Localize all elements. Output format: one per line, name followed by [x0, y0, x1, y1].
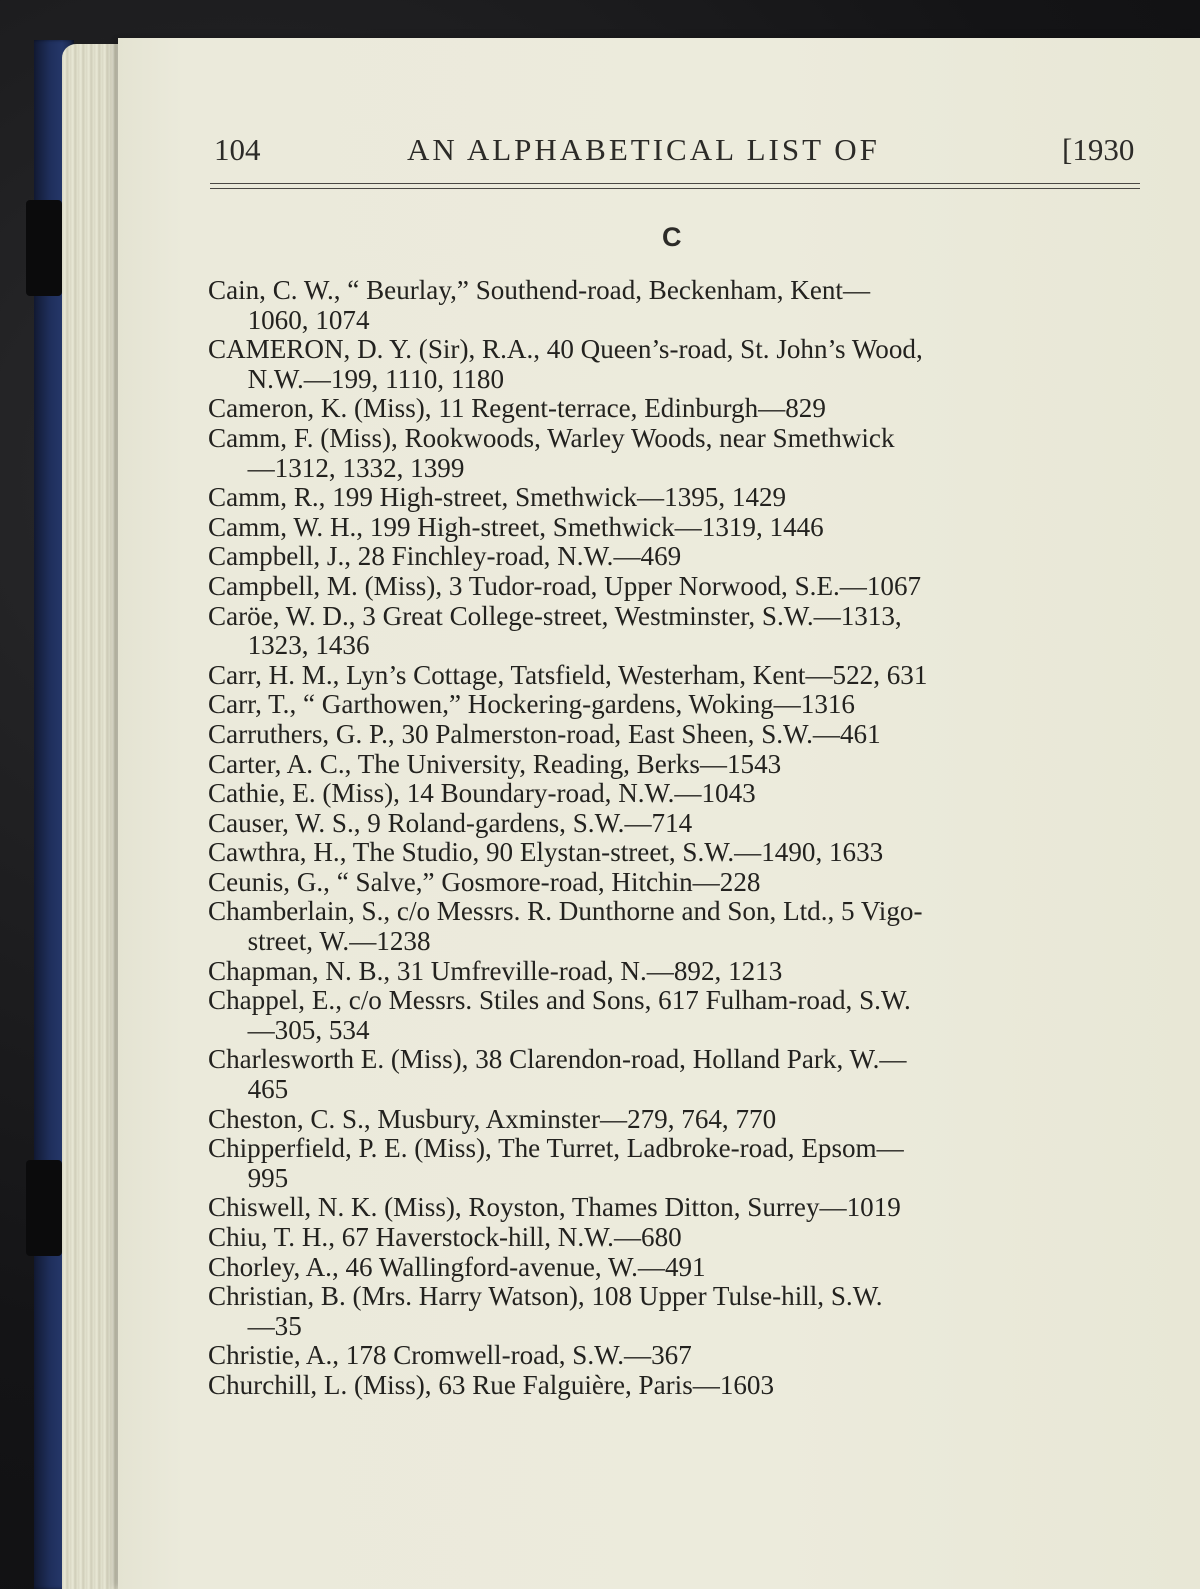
- entry-first-line: Chiswell, N. K. (Miss), Royston, Thames Ditton, Surrey—1019: [208, 1192, 901, 1223]
- list-entry: [208, 661, 1148, 691]
- entry-first-line: Cain, C. W., “ Beurlay,” Southend-road, Beckenham, Kent—: [208, 275, 871, 305]
- entry-first-line: Causer, W. S., 9 Roland-gardens, S.W.—714: [208, 807, 693, 838]
- entry-continuation-line: 1060, 1074: [247, 304, 370, 335]
- header-rule: [210, 188, 1140, 189]
- entry-first-line: Christian, B. (Mrs. Harry Watson), 108 Upper Tulse-hill, S.W.: [208, 1281, 883, 1312]
- entry-first-line: Chappel, E., c/o Messrs. Stiles and Sons, 617 Fulham-road, S.W.: [208, 985, 911, 1016]
- entry-continuation-line: N.W.—199, 1110, 1180: [247, 363, 505, 394]
- binding-clip: [26, 200, 62, 296]
- entry-continuation-line: 995: [247, 1162, 289, 1193]
- list-entry: [208, 572, 1148, 602]
- entry-first-line: Chipperfield, P. E. (Miss), The Turret, Ladbroke-road, Epsom—: [208, 1133, 904, 1164]
- list-entry: [208, 957, 1148, 987]
- list-entry: [208, 542, 1148, 572]
- entry-first-line: Ceunis, G., “ Salve,” Gosmore-road, Hitchin—228: [208, 866, 761, 897]
- list-entry: [208, 1193, 1148, 1223]
- list-entry: [208, 276, 1148, 335]
- list-entry: [208, 986, 1148, 1045]
- entry-first-line: Charlesworth E. (Miss), 38 Clarendon-road, Holland Park, W.—: [208, 1044, 907, 1075]
- entry-first-line: Carter, A. C., The University, Reading, Berks—1543: [208, 748, 782, 779]
- entry-first-line: Carr, T., “ Garthowen,” Hockering-gardens, Woking—1316: [208, 689, 855, 720]
- entry-first-line: Camm, R., 199 High-street, Smethwick—1395, 1429: [208, 482, 787, 513]
- list-entry: [208, 335, 1148, 394]
- list-entry: [208, 1341, 1148, 1371]
- entry-first-line: Carruthers, G. P., 30 Palmerston-road, East Sheen, S.W.—461: [208, 718, 881, 749]
- list-entry: [208, 1371, 1148, 1401]
- list-entry: [208, 1105, 1148, 1135]
- entry-first-line: Cameron, K. (Miss), 11 Regent-terrace, Edinburgh—829: [208, 393, 826, 424]
- list-entry: [208, 779, 1148, 809]
- header-rule: [210, 183, 1140, 184]
- entry-continuation-line: 465: [247, 1074, 289, 1105]
- entry-first-line: Christie, A., 178 Cromwell-road, S.W.—367: [208, 1340, 692, 1371]
- list-entry: [208, 394, 1148, 424]
- list-entry: [208, 1223, 1148, 1253]
- entry-first-line: Campbell, M. (Miss), 3 Tudor-road, Upper Norwood, S.E.—1067: [208, 570, 922, 601]
- entry-continuation-line: 1323, 1436: [247, 630, 370, 661]
- entry-first-line: CAMERON, D. Y. (Sir), R.A., 40 Queen’s-road, St. John’s Wood,: [208, 334, 923, 365]
- list-entry: [208, 720, 1148, 750]
- binding-clip: [26, 1160, 62, 1256]
- entry-first-line: Churchill, L. (Miss), 63 Rue Falguière, Paris—1603: [208, 1369, 775, 1400]
- entry-first-line: Camm, F. (Miss), Rookwoods, Warley Woods, near Smethwick: [208, 422, 895, 453]
- list-entry: [208, 513, 1148, 543]
- entry-continuation-line: —305, 534: [247, 1014, 370, 1045]
- entry-first-line: Cathie, E. (Miss), 14 Boundary-road, N.W.—1043: [208, 778, 756, 809]
- list-entry: [208, 602, 1148, 661]
- entry-first-line: Carr, H. M., Lyn’s Cottage, Tatsfield, Westerham, Kent—522, 631: [208, 659, 928, 690]
- list-entry: [208, 690, 1148, 720]
- list-entry: [208, 838, 1148, 868]
- entry-first-line: Chapman, N. B., 31 Umfreville-road, N.—892, 1213: [208, 955, 783, 986]
- list-entry: [208, 868, 1148, 898]
- list-entry: [208, 483, 1148, 513]
- running-title: AN ALPHABETICAL LIST OF: [407, 132, 880, 167]
- section-letter: C: [662, 222, 682, 252]
- entry-first-line: Chamberlain, S., c/o Messrs. R. Dunthorne and Son, Ltd., 5 Vigo-: [208, 896, 923, 927]
- list-entry: [208, 897, 1148, 956]
- entry-list: [208, 276, 1148, 1401]
- entry-first-line: Camm, W. H., 199 High-street, Smethwick—1319, 1446: [208, 511, 824, 542]
- page-number: 104: [214, 132, 261, 167]
- running-year: [1930: [1062, 132, 1135, 167]
- entry-continuation-line: street, W.—1238: [247, 926, 431, 957]
- list-entry: [208, 1282, 1148, 1341]
- entry-first-line: Chorley, A., 46 Wallingford-avenue, W.—491: [208, 1251, 706, 1282]
- entry-continuation-line: —35: [247, 1310, 302, 1341]
- entry-continuation-line: —1312, 1332, 1399: [247, 452, 465, 483]
- entry-first-line: Cawthra, H., The Studio, 90 Elystan-street, S.W.—1490, 1633: [208, 837, 884, 868]
- list-entry: [208, 424, 1148, 483]
- list-entry: [208, 750, 1148, 780]
- list-entry: [208, 1045, 1148, 1104]
- entry-first-line: Chiu, T. H., 67 Haverstock-hill, N.W.—680: [208, 1222, 682, 1252]
- entry-first-line: Campbell, J., 28 Finchley-road, N.W.—469: [208, 541, 682, 572]
- entry-first-line: Cheston, C. S., Musbury, Axminster—279, 764, 770: [208, 1103, 777, 1134]
- list-entry: [208, 809, 1148, 839]
- entry-first-line: Caröe, W. D., 3 Great College-street, Westminster, S.W.—1313,: [208, 600, 902, 631]
- list-entry: [208, 1134, 1148, 1193]
- list-entry: [208, 1253, 1148, 1283]
